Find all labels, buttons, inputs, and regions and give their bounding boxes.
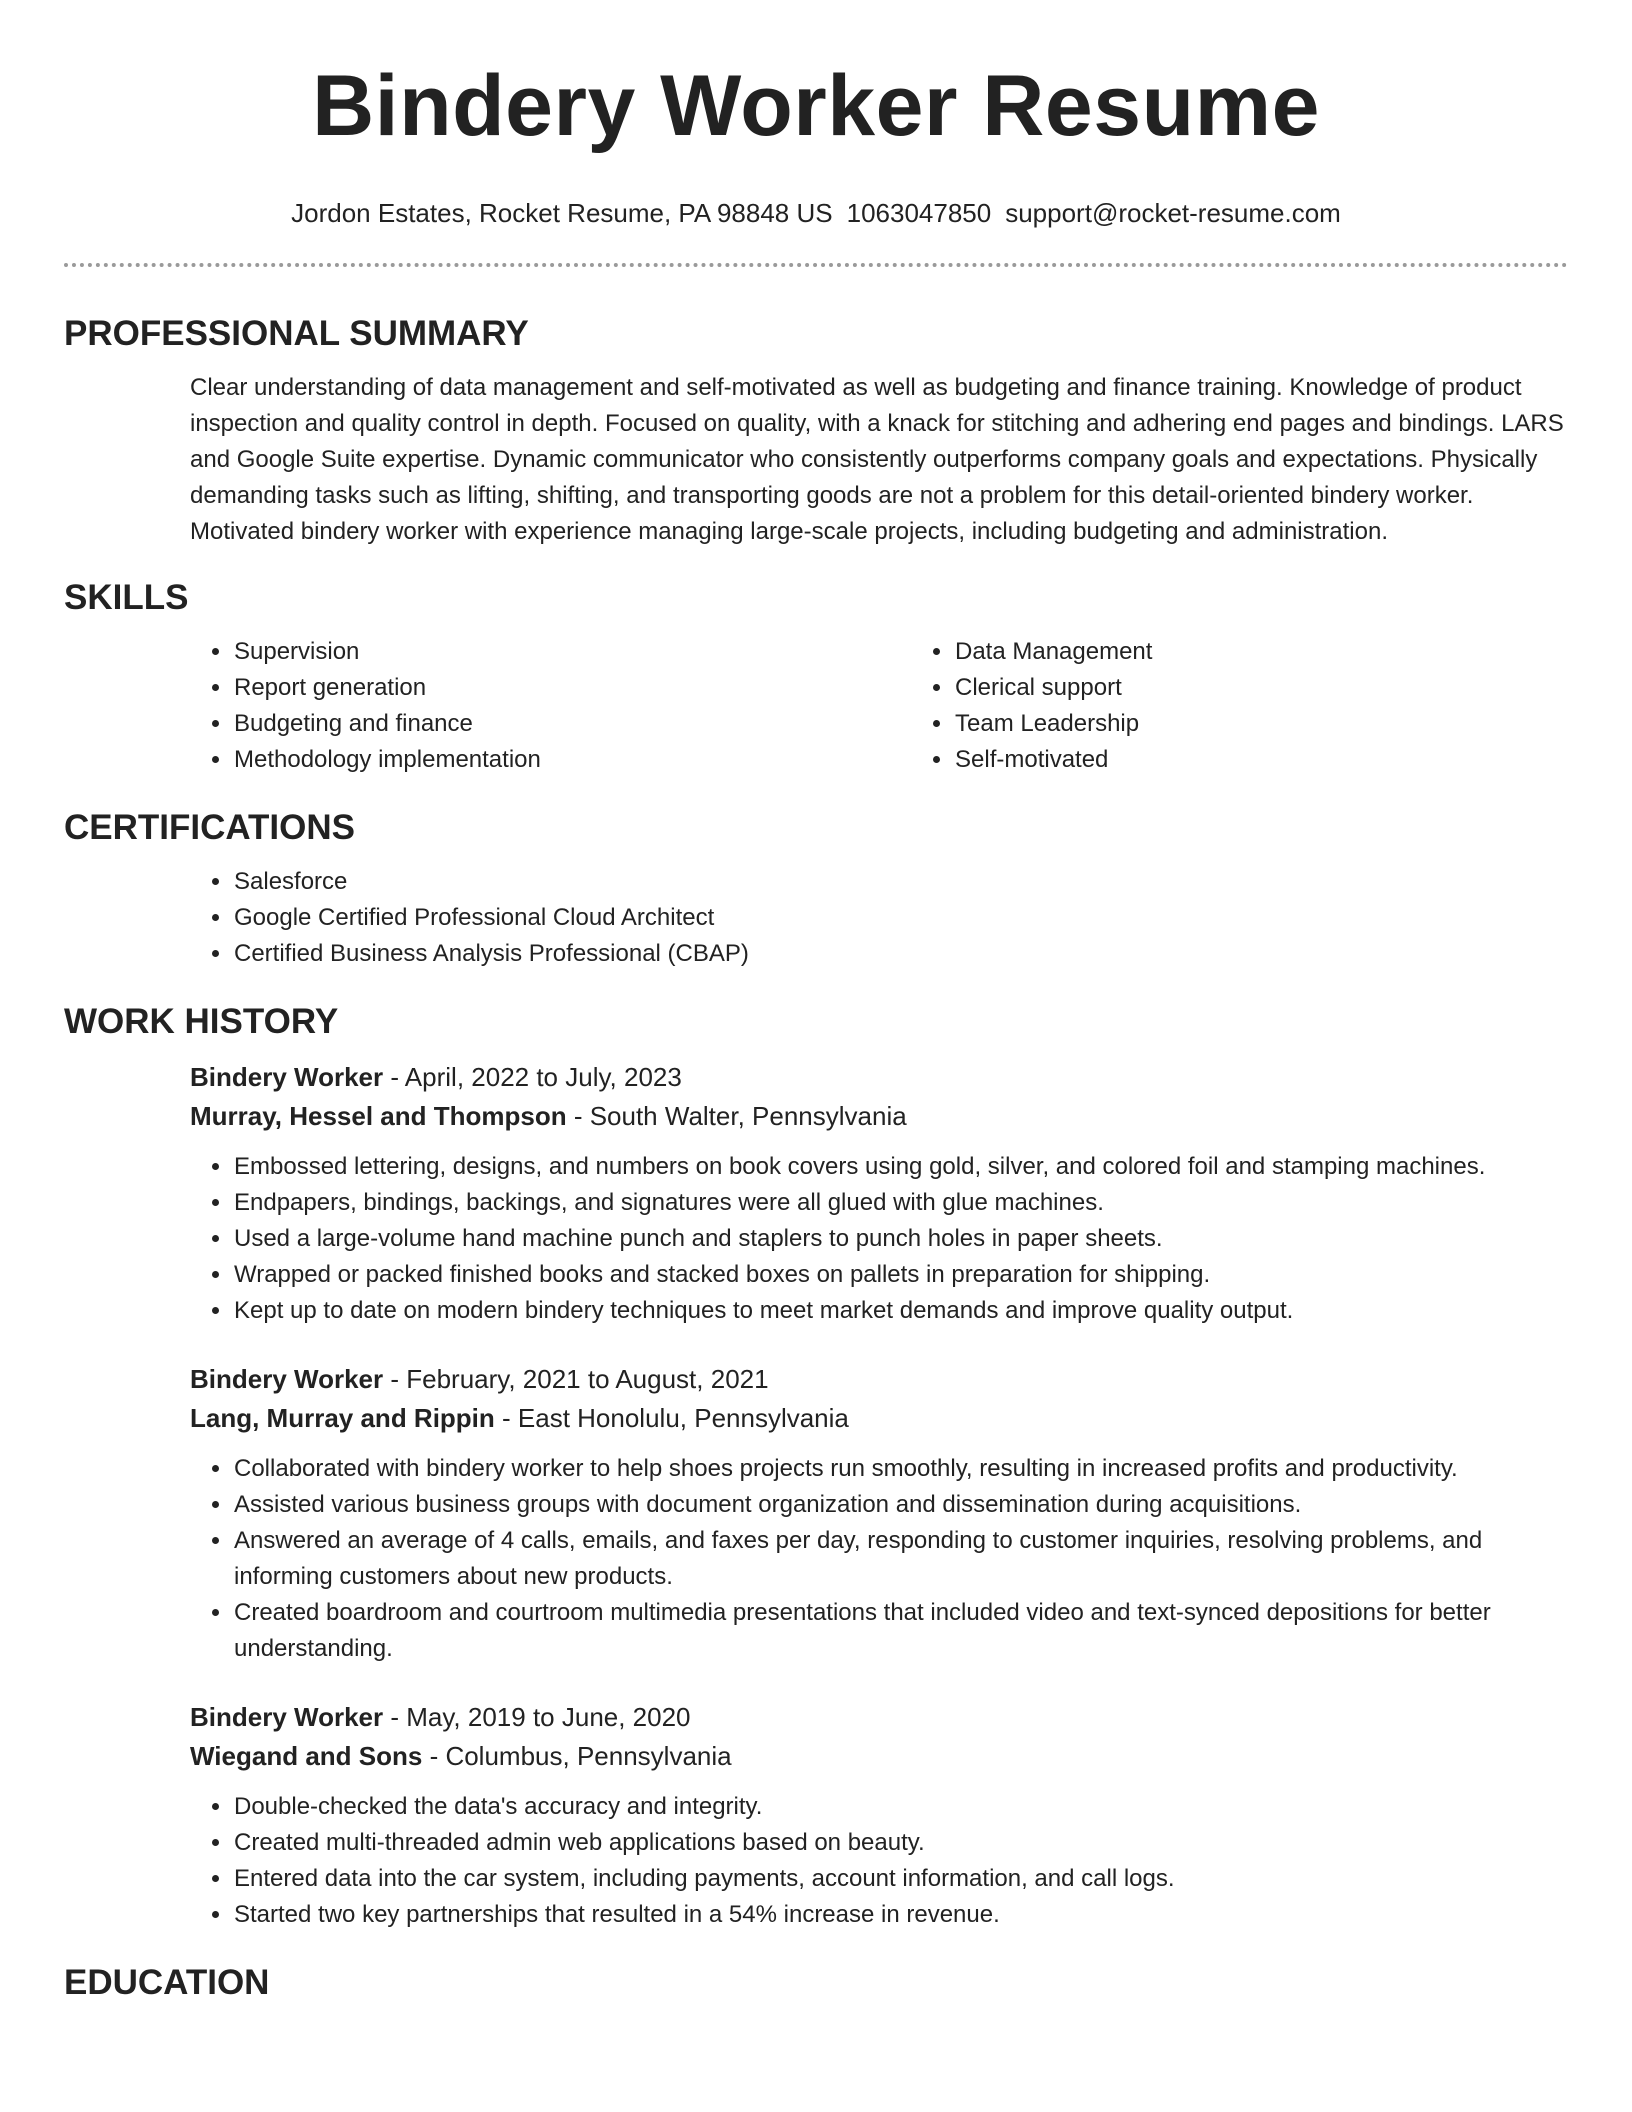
list-item: • Google Certified Professional Cloud Architect	[233, 900, 1568, 936]
list-item: • Self-motivated	[954, 742, 1632, 778]
summary-text: Clear understanding of data management and self-motivated as well as budgeting and finance training. Knowledge of product inspection and quality control in depth. Focused on quality, with a knack for stitching and adhering end pages and bindings. LARS and Google Suite expertise. Dynamic communicator who consistently outperforms company goals and expectations. Physically demanding tasks such as lifting, shifting, and transporting goods are not a problem for this detail-oriented bindery worker. Motivated bindery worker with experience managing large-scale projects, including budgeting and administration.	[190, 374, 1564, 545]
contact-line	[0, 196, 1632, 230]
list-item: • Report generation	[233, 670, 911, 706]
header-divider	[64, 263, 1568, 267]
resume-title: Bindery Worker Resume	[312, 58, 1320, 154]
job-bullets	[190, 1149, 1568, 1329]
list-item: • Created boardroom and courtroom multimedia presentations that included video and text-synced depositions for better understanding.	[233, 1595, 1568, 1667]
list-item: • Entered data into the car system, including payments, account information, and call logs.	[233, 1861, 1568, 1897]
summary-section	[0, 312, 1632, 550]
job-location: - Columbus, Pennsylvania	[422, 1741, 732, 1771]
contact-email: support@rocket-resume.com	[1005, 198, 1341, 228]
list-item: • Budgeting and finance	[233, 706, 911, 742]
list-item: • Used a large-volume hand machine punch and staplers to punch holes in paper sheets.	[233, 1221, 1568, 1257]
job-company: Lang, Murray and Rippin	[190, 1403, 495, 1433]
list-item: • Assisted various business groups with document organization and dissemination during acquisitions.	[233, 1487, 1568, 1523]
job-bullets	[190, 1451, 1568, 1667]
job-bullets	[190, 1789, 1568, 1933]
list-item: • Collaborated with bindery worker to help shoes projects run smoothly, resulting in increased profits and productivity.	[233, 1451, 1568, 1487]
list-item: • Wrapped or packed finished books and stacked boxes on pallets in preparation for shipping.	[233, 1257, 1568, 1293]
job-entry	[190, 1058, 1568, 1329]
job-title: Bindery Worker	[190, 1364, 384, 1394]
list-item: • Data Management	[954, 634, 1632, 670]
list-item: • Endpapers, bindings, backings, and signatures were all glued with glue machines.	[233, 1185, 1568, 1221]
list-item: • Answered an average of 4 calls, emails, and faxes per day, responding to customer inquiries, resolving problems, and informing customers about new products.	[233, 1523, 1568, 1595]
skills-heading: SKILLS	[64, 578, 189, 617]
job-dates: - April, 2022 to July, 2023	[383, 1062, 682, 1092]
summary-heading: PROFESSIONAL SUMMARY	[64, 314, 529, 353]
contact-address: Jordon Estates, Rocket Resume, PA 98848 US	[291, 198, 833, 228]
work-history-section	[0, 1000, 1632, 1933]
skills-list-left	[190, 634, 911, 778]
list-item: • Created multi-threaded admin web applications based on beauty.	[233, 1825, 1568, 1861]
job-title: Bindery Worker	[190, 1062, 384, 1092]
certifications-list	[190, 864, 1568, 972]
list-item: • Team Leadership	[954, 706, 1632, 742]
list-item: • Double-checked the data's accuracy and integrity.	[233, 1789, 1568, 1825]
list-item: • Methodology implementation	[233, 742, 911, 778]
skills-list-right	[911, 634, 1632, 778]
job-entry	[190, 1360, 1568, 1667]
education-heading: EDUCATION	[64, 1963, 270, 2002]
list-item: • Embossed lettering, designs, and numbers on book covers using gold, silver, and colored foil and stamping machines.	[233, 1149, 1568, 1185]
job-dates: - May, 2019 to June, 2020	[383, 1702, 691, 1732]
list-item: • Kept up to date on modern bindery techniques to meet market demands and improve quality output.	[233, 1293, 1568, 1329]
list-item: • Supervision	[233, 634, 911, 670]
certifications-section	[0, 806, 1632, 972]
job-title: Bindery Worker	[190, 1702, 384, 1732]
job-dates: - February, 2021 to August, 2021	[383, 1364, 769, 1394]
job-entry	[190, 1698, 1568, 1933]
list-item: • Clerical support	[954, 670, 1632, 706]
skills-section	[0, 576, 1632, 778]
job-company: Murray, Hessel and Thompson	[190, 1101, 567, 1131]
contact-phone: 1063047850	[846, 198, 992, 228]
job-location: - South Walter, Pennsylvania	[566, 1101, 907, 1131]
certifications-heading: CERTIFICATIONS	[64, 808, 356, 847]
list-item: • Started two key partnerships that resulted in a 54% increase in revenue.	[233, 1897, 1568, 1933]
list-item: • Salesforce	[233, 864, 1568, 900]
job-location: - East Honolulu, Pennsylvania	[494, 1403, 849, 1433]
work-history-heading: WORK HISTORY	[64, 1002, 339, 1041]
education-section	[0, 1961, 1632, 2005]
list-item: • Certified Business Analysis Professional (CBAP)	[233, 936, 1568, 972]
job-company: Wiegand and Sons	[190, 1741, 423, 1771]
